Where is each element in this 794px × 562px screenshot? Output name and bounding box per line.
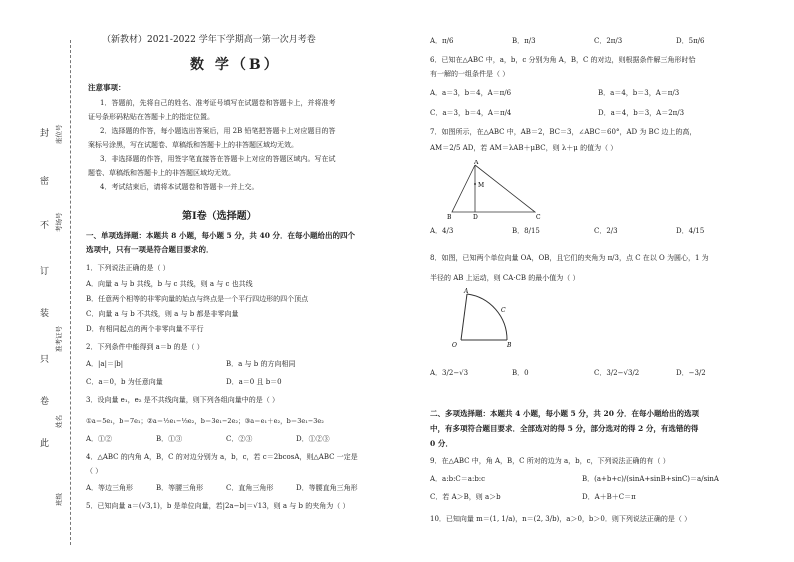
option: B．0	[512, 369, 529, 377]
question-6: 6．已知在△ABC 中，a，b，c 分别为角 A，B，C 的对边，则根据条件解三角形时恰	[430, 56, 696, 64]
question-8-cont: 半径的 AB 上运动，则 CA·CB 的最小值为（ ）	[430, 274, 580, 282]
notice-line: 3．非选择题的作答，用签字笔直接答在答题卡上对应的答题区域内。写在试	[100, 155, 336, 163]
option: A．3/2−√3	[430, 369, 469, 377]
option: D．4/15	[676, 227, 705, 235]
option: B．π/3	[512, 37, 536, 45]
question-4: 4．△ABC 的内角 A，B，C 的对边分别为 a，b，c，若 c＝2bcosA，则△ABC 一定是	[86, 453, 358, 461]
option: D．a＝4，b＝3，A＝2π/3	[598, 109, 685, 117]
sector-figure	[445, 288, 520, 350]
option: A．等边三角形	[86, 484, 134, 492]
point-label-a: A	[474, 160, 479, 166]
option: C．若 A＞B，则 a＞b	[430, 493, 501, 501]
option: D．①②③	[296, 435, 330, 443]
notice-line: 2．选择题的作答，每小题选出答案后，用 2B 铅笔把答题卡上对应题目的答	[100, 127, 336, 135]
question-7: 7．如图所示，在△ABC 中，AB＝2，BC＝3，∠ABC＝60°，AD 为 BC 边上的高，	[430, 128, 697, 136]
binding-char: 密	[40, 177, 50, 187]
question-9: 9．在△ABC 中，角 A，B，C 所对的边为 a，b，c，下列说法正确的有（ ）	[430, 457, 670, 465]
option: B．①③	[156, 435, 183, 443]
option: C．直角三角形	[226, 484, 274, 492]
question-4-cont: （ ）	[86, 467, 103, 475]
option: B．等腰三角形	[156, 484, 204, 492]
option: A．a:b:C＝a:b:c	[430, 475, 486, 483]
option: B．a 与 b 的方向相同	[226, 360, 296, 368]
option: A．向量 a 与 b 共线，b 与 c 共线，则 a 与 c 也共线	[86, 280, 253, 288]
option: A．4/3	[430, 227, 454, 235]
option: A．①②	[86, 435, 113, 443]
option: D．等腰直角三角形	[296, 484, 358, 492]
section1-heading: 选项中，只有一项是符合题目要求的．	[86, 245, 214, 254]
option: C．2/3	[594, 227, 618, 235]
question-6-cont: 有一解的一组条件是（ ）	[430, 70, 510, 78]
option: D．A＋B＋C＝π	[582, 493, 636, 501]
question-8: 8．如图，已知两个单位向量 OA，OB，且它们的夹角为 π/3，点 C 在以 O 为圆心，1 为	[430, 254, 709, 262]
seat-field-label: 座位号	[55, 124, 63, 144]
question-2: 2．下列条件中能得到 a＝b 的是（ ）	[86, 343, 204, 351]
notice-line: 1．答题前，先将自己的姓名、准考证号填写在试题卷和答题卡上，并将准考	[100, 99, 336, 107]
point-label-o: O	[452, 342, 457, 349]
exam-number-field-label: 准考证号	[55, 326, 63, 352]
notice-line: 案标号涂黑，写在试题卷、草稿纸和答题卡上的非答题区域均无效。	[88, 141, 298, 149]
binding-char: 卷	[40, 397, 50, 407]
section2-heading: 0 分．	[430, 439, 453, 448]
binding-line	[70, 40, 71, 545]
option: C．向量 a 与 b 不共线，则 a 与 b 都是非零向量	[86, 310, 239, 318]
q3-groups: ①a＝5e₁，b＝7e₁；②a＝½e₁−⅓e₂，b＝3e₁−2e₂；③a＝e₁＋e₂，b＝3e₁−3e₂	[86, 417, 324, 425]
subject-title: 数 学（B）	[190, 57, 281, 73]
class-field-label: 班级	[55, 493, 63, 506]
option: D．5π/6	[676, 37, 705, 45]
option: D．−3/2	[676, 369, 706, 377]
point-label-m: M	[478, 182, 485, 189]
option: C．a＝3，b＝4，A＝π/4	[430, 109, 512, 117]
option: B．(a+b+c)/(sinA+sinB+sinC)＝a/sinA	[582, 475, 719, 483]
room-field-label: 考场号	[55, 212, 63, 232]
option: B．a＝4，b＝3，A＝π/3	[598, 89, 680, 97]
notice-heading: 注意事项：	[88, 83, 126, 92]
option: A．π/6	[430, 37, 454, 45]
point-label-a: A	[464, 288, 469, 295]
binding-char: 只	[40, 355, 50, 365]
exam-title: （新教材）2021-2022 学年下学期高一第一次月考卷	[102, 35, 316, 45]
option: C．②③	[226, 435, 253, 443]
point-label-b: B	[507, 342, 512, 349]
part1-heading: 第Ⅰ卷（选择题）	[182, 211, 257, 222]
question-10: 10．已知向量 m＝(1, 1/a)，n＝(2, 3/b)，a＞0，b＞0．则下列说法正确的是（ ）	[430, 515, 692, 523]
option: D．a＝0 且 b＝0	[226, 378, 282, 386]
section2-heading: 中，有多项符合题目要求．全部选对的得 5 分，部分选对的得 2 分，有选错的得	[430, 424, 699, 433]
option: B．8/15	[512, 227, 540, 235]
point-label-b: B	[447, 214, 452, 221]
section1-heading: 一、单项选择题：本题共 8 小题，每小题 5 分，共 40 分．在每小题给出的四个	[86, 231, 356, 240]
point-label-c: C	[501, 307, 506, 314]
option: C．a＝0，b 为任意向量	[86, 378, 163, 386]
question-7-cont: AM＝2/5 AD，若 AM＝λAB＋μBC，则 λ＋μ 的值为（ ）	[430, 144, 618, 152]
point-label-c: C	[536, 214, 541, 221]
notice-line: 证号条形码粘贴在答题卡上的指定位置。	[88, 113, 214, 121]
option: C．3/2−√3/2	[594, 369, 640, 377]
binding-char: 封	[40, 129, 50, 139]
option: A．|a|＝|b|	[86, 360, 124, 368]
name-field-label: 姓名	[55, 415, 63, 428]
question-1: 1．下列说法正确的是（ ）	[86, 264, 170, 272]
question-5: 5．已知向量 a＝(√3,1)，b 是单位向量，若|2a−b|＝√13，则 a 与 b 的夹角为（ ）	[86, 502, 350, 510]
notice-line: 题卷、草稿纸和答题卡上的非答题区域均无效。	[88, 169, 235, 177]
triangle-figure	[440, 160, 550, 222]
notice-line: 4．考试结束后，请将本试题卷和答题卡一并上交。	[100, 183, 259, 191]
option: C．2π/3	[594, 37, 623, 45]
binding-char: 装	[40, 309, 50, 319]
option: B．任意两个相等的非零向量的始点与终点是一个平行四边形的四个顶点	[86, 295, 309, 303]
option: D．有相同起点的两个非零向量不平行	[86, 325, 204, 333]
binding-char: 此	[40, 439, 50, 449]
binding-char: 不	[40, 221, 50, 231]
point-label-d: D	[473, 214, 478, 221]
question-3: 3．设向量 e₁，e₂ 是不共线向量，则下列各组向量中的是（ ）	[86, 396, 280, 404]
section2-heading: 二、多项选择题：本题共 4 小题，每小题 5 分，共 20 分．在每小题给出的选项	[430, 409, 700, 418]
option: A．a＝3，b＝4，A＝π/6	[430, 89, 512, 97]
binding-char: 订	[40, 267, 50, 277]
